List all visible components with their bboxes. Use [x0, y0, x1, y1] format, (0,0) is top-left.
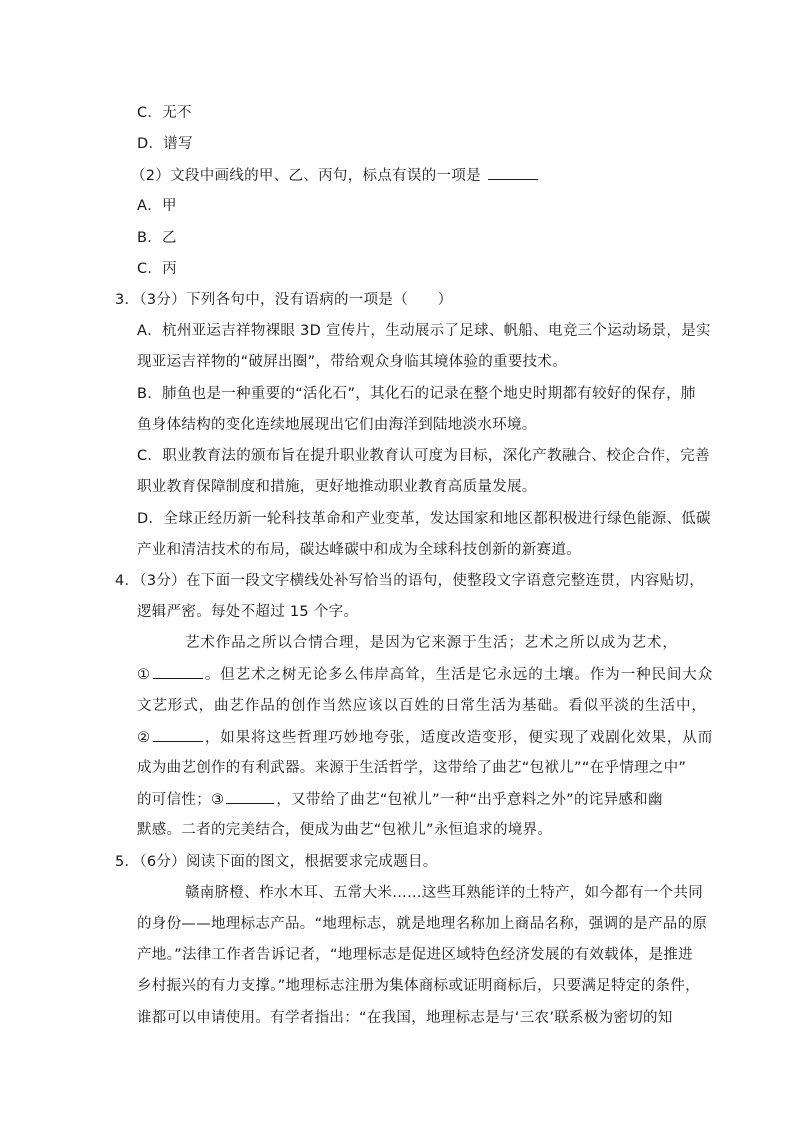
passage-5-line-3: 产地。”法律工作者告诉记者，“地理标志是促进区域特色经济发展的有效载体，是推进 [137, 947, 693, 963]
option-d-q2-1: D．谱写 [137, 136, 193, 152]
passage-5-line-5: 谁都可以申请使用。有学者指出：“在我国，地理标志是与‘三农’联系极为密切的知 [137, 1010, 673, 1026]
passage-4-line-4 [137, 727, 713, 748]
passage-4-line-5: 成为曲艺创作的有利武器。来源于生活哲学，这带给了曲艺“包袱儿”“在乎情理之中” [137, 760, 687, 776]
passage-4-line-2-text: 。但艺术之树无论多么伟岸高耸，生活是它永远的土壤。作为一种民间大众 [204, 667, 714, 683]
blank-marker-3: ③ [211, 792, 225, 808]
question-3-stem: 3．（3分）下列各句中，没有语病的一项是（ ） [115, 292, 453, 308]
question-3-option-c-line-1: C．职业教育法的颁布旨在提升职业教育认可度为目标，深化产教融合、校企合作，完善 [137, 448, 710, 464]
passage-5-line-2: 的身份——地理标志产品。“地理标志，就是地理名称加上商品名称，强调的是产品的原 [137, 916, 708, 932]
question-2-sub-2-stem [131, 165, 540, 186]
option-c-q2-2: C．丙 [137, 261, 178, 277]
question-5-stem: 5．（6分）阅读下面的图文，根据要求完成题目。 [115, 854, 438, 870]
question-4-stem-line-1: 4．（3分）在下面一段文字横线处补写恰当的语句，使整段文字语意完整连贯，内容贴切， [115, 573, 704, 589]
passage-4-line-2 [137, 664, 713, 685]
answer-blank[interactable] [488, 165, 538, 180]
fill-blank-3[interactable] [226, 789, 274, 804]
question-3-option-d-line-1: D．全球正经历新一轮科技革命和产业变革，发达国家和地区都积极进行绿色能源、低碳 [137, 511, 711, 527]
passage-4-line-6-start: 的可信性； [137, 792, 211, 808]
question-3-option-a-line-1: A．杭州亚运吉祥物裸眼 3D 宣传片，生动展示了足球、帆船、电竞三个运动场景，是实 [137, 323, 711, 339]
blank-marker-1: ① [137, 667, 151, 683]
question-3-option-b-line-2: 鱼身体结构的变化连续地展现出它们由海洋到陆地淡水环境。 [137, 417, 537, 433]
question-2-sub-2-text: （2）文段中画线的甲、乙、丙句，标点有误的一项是 [131, 168, 481, 184]
fill-blank-1[interactable] [153, 664, 203, 679]
passage-4-line-1: 艺术作品之所以合情合理，是因为它来源于生活；艺术之所以成为艺术， [185, 635, 678, 651]
question-3-option-a-line-2: 现亚运吉祥物的“破屏出圈”，带给观众身临其境体验的重要技术。 [137, 354, 568, 370]
passage-4-line-3: 文艺形式，曲艺作品的创作当然应该以百姓的日常生活为基础。看似平淡的生活中， [137, 698, 707, 714]
passage-4-line-4-text: ，如果将这些哲理巧妙地夸张，适度改造变形，便实现了戏剧化效果，从而 [204, 730, 714, 746]
question-3-option-c-line-2: 职业教育保障制度和措施，更好地推动职业教育高质量发展。 [137, 479, 537, 495]
option-a-q2-2: A．甲 [137, 198, 177, 214]
question-4-stem-line-2: 逻辑严密。每处不超过 15 个字。 [137, 604, 359, 620]
blank-marker-2: ② [137, 730, 151, 746]
passage-4-line-6 [137, 789, 663, 810]
passage-5-line-4: 乡村振兴的有力支撑。”地理标志注册为集体商标或证明商标后，只要满足特定的条件， [137, 978, 700, 994]
option-b-q2-2: B．乙 [137, 230, 177, 246]
passage-4-line-6-end: ，又带给了曲艺“包袱儿”一种“出乎意料之外”的诧异感和幽 [276, 792, 663, 808]
option-c-q2-1: C．无不 [137, 105, 192, 121]
fill-blank-2[interactable] [153, 727, 203, 742]
passage-4-line-7: 默感。二者的完美结合，便成为曲艺“包袱儿”永恒追求的境界。 [137, 822, 553, 838]
question-3-option-d-line-2: 产业和清洁技术的布局，碳达峰碳中和成为全球科技创新的新赛道。 [137, 542, 581, 558]
passage-5-line-1: 赣南脐橙、柞水木耳、五常大米……这些耳熟能详的土特产，如今都有一个共同 [185, 885, 703, 901]
question-3-option-b-line-1: B．肺鱼也是一种重要的“活化石”，其化石的记录在整个地史时期都有较好的保存，肺 [137, 386, 696, 402]
